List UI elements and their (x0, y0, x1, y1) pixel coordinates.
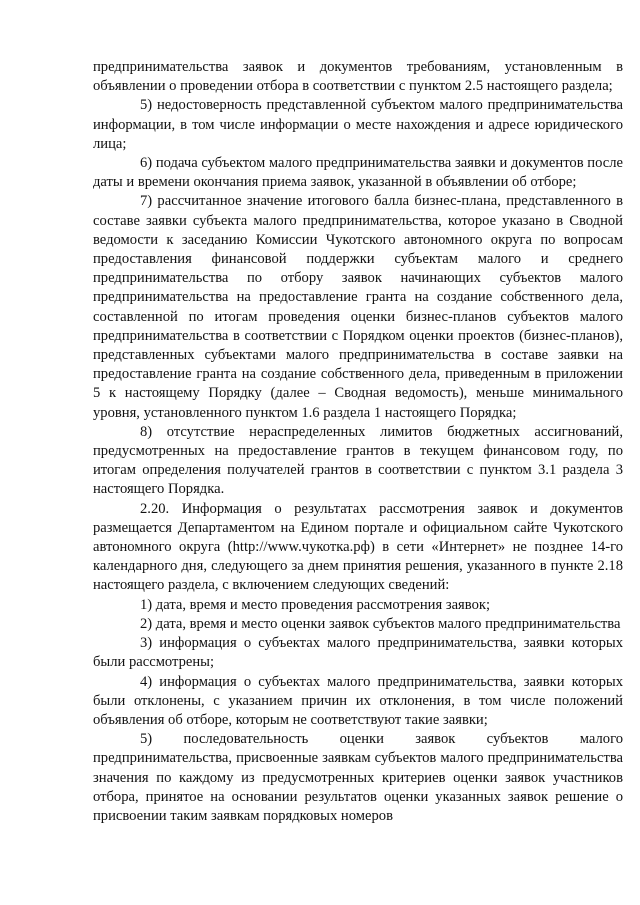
paragraph-clause-2-20: 2.20. Информация о результатах рассмотрения заявок и документов размещается Департаментом на Едином портале и официальном сайте Чукотского автономного округа (http://www.чукотка.рф) в сети «Интернет» не позднее 14-го календарного дня, следующего за днем принятия решения, указанного в пункте 2.18 настоящего раздела, с включением следующих сведений: (93, 500, 623, 594)
paragraph-list-item-5: 5) последовательность оценки заявок субъектов малого предпринимательства, присвоенные заявкам субъектов малого предпринимательства значения по каждому из предусмотренных критериев оценки заявок участников отбора, принятое на основании результатов оценки указанных заявок решение о присвоении таким заявкам порядковых номеров (93, 731, 623, 824)
document-page (93, 58, 623, 826)
paragraph-continuation: предпринимательства заявок и документов требованиям, установленным в объявлении о проведении отбора в соответствии с пунктом 2.5 настоящего раздела; (93, 59, 623, 95)
paragraph-list-item-1: 1) дата, время и место проведения рассмотрения заявок; (140, 596, 491, 613)
paragraph-item-6: 6) подача субъектом малого предпринимательства заявки и документов после даты и времени окончания приема заявок, указанной в объявлении об отборе; (93, 155, 623, 191)
paragraph-item-8: 8) отсутствие нераспределенных лимитов бюджетных ассигнований, предусмотренных на предоставление грантов в текущем финансовом году, по итогам определения получателей грантов в соответствии с пунктом 3.1 раздела 3 настоящего Порядка. (93, 423, 623, 498)
paragraph-list-item-3: 3) информация о субъектах малого предпринимательства, заявки которых были рассмотрены; (93, 635, 623, 671)
paragraph-list-item-2: 2) дата, время и место оценки заявок субъектов малого предпринимательства (140, 615, 621, 632)
paragraph-item-5: 5) недостоверность представленной субъектом малого предпринимательства информации, в том числе информации о месте нахождения и адресе юридического лица; (93, 97, 623, 152)
paragraph-item-7: 7) рассчитанное значение итогового балла бизнес-плана, представленного в составе заявки субъекта малого предпринимательства, которое указано в Сводной ведомости к заседанию Комиссии Чукотского автономного округа по вопросам предоставления финансовой поддержки субъектам малого и среднего предпринимательства по отбору заявок начинающих субъектов малого предпринимательства на предоставление гранта на создание собственного дела, составленной по итогам проведения оценки бизнес-планов субъектов малого предпринимательства в соответствии с Порядком оценки проектов (бизнес-планов), представленных субъектами малого предпринимательства в составе заявки на предоставление гранта на создание собственного дела, приведенным в приложении 5 к настоящему Порядку (далее – Сводная ведомость), меньше минимального уровня, установленного пунктом 1.6 раздела 1 настоящего Порядка; (93, 193, 623, 421)
paragraph-list-item-4: 4) информация о субъектах малого предпринимательства, заявки которых были отклонены, с указанием причин их отклонения, в том числе положений объявления об отборе, которым не соответствуют такие заявки; (93, 673, 623, 728)
